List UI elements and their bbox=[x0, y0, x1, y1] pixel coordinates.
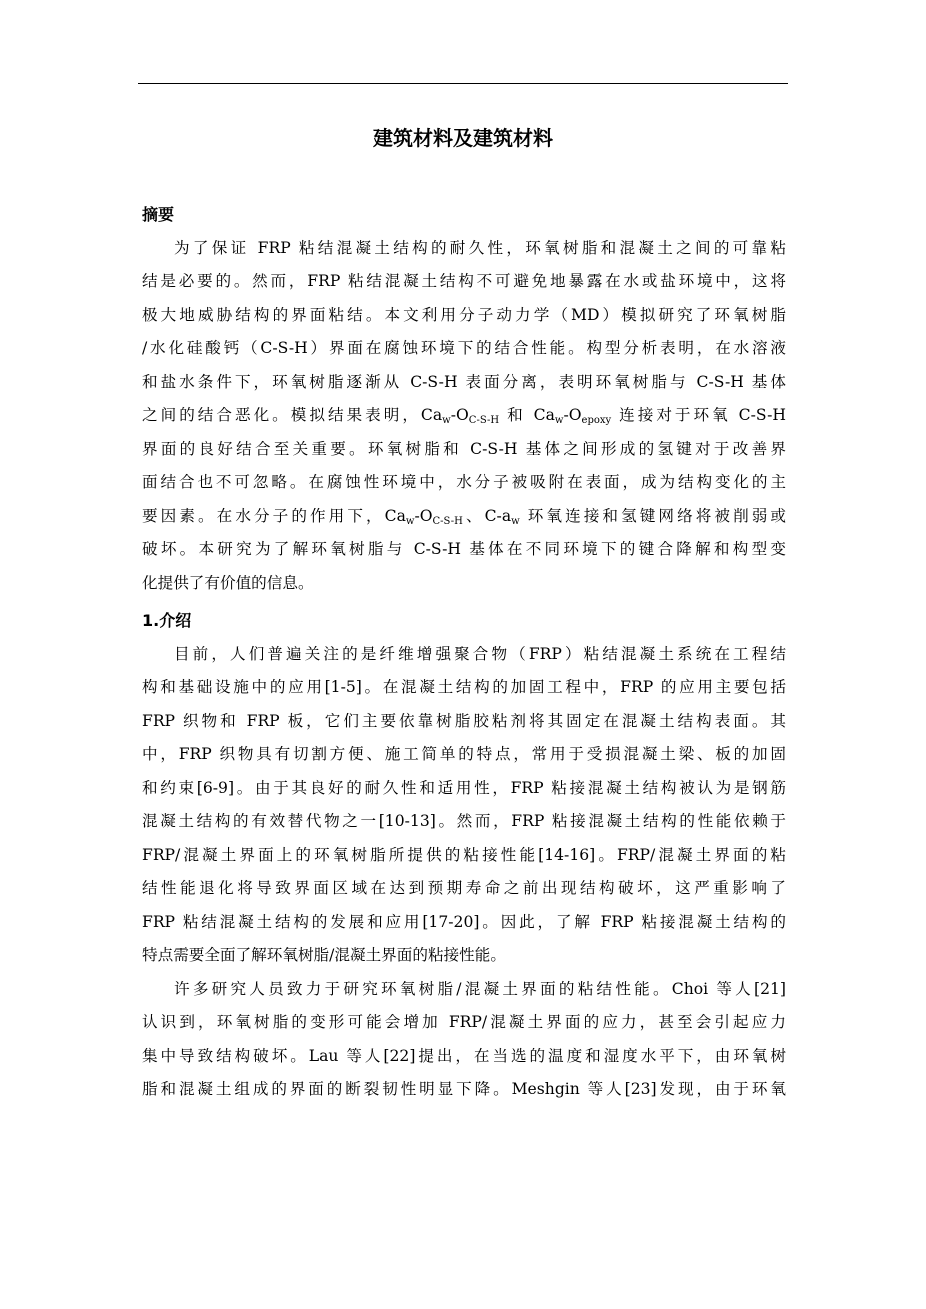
subscript: w bbox=[405, 515, 415, 527]
abstract-line-1: 为了保证 FRP 粘结混凝土结构的耐久性，环氧树脂和混凝土之间的可靠粘 bbox=[174, 238, 786, 257]
intro-heading: 1.介绍 bbox=[142, 611, 192, 630]
intro-p2-line-4: 脂和混凝土组成的界面的断裂韧性明显下降。Meshgin 等人[23]发现，由于环氧 bbox=[142, 1080, 786, 1098]
intro-p2-line-2: 认识到，环氧树脂的变形可能会增加 FRP/混凝土界面的应力，甚至会引起应力 bbox=[142, 1013, 786, 1031]
text-segment: -O bbox=[450, 406, 469, 424]
text-segment: 要因素。在水分子的作用下，Ca bbox=[142, 506, 406, 525]
subscript: w bbox=[511, 515, 520, 527]
abstract-line-7: 界面的良好结合至关重要。环氧树脂和 C-S-H 基体之间形成的氢键对于改善界 bbox=[142, 439, 786, 458]
abstract-line-10: 破坏。本研究为了解环氧树脂与 C-S-H 基体在不同环境下的键合降解和构型变 bbox=[142, 540, 786, 558]
intro-p1-line-3: FRP 织物和 FRP 板，它们主要依靠树脂胶粘剂将其固定在混凝土结构表面。其 bbox=[142, 711, 786, 730]
subscript: epoxy bbox=[581, 415, 612, 426]
subscript: w bbox=[442, 415, 451, 426]
subscript: C-S-H bbox=[432, 515, 463, 527]
abstract-line-6 bbox=[142, 399, 786, 433]
header-rule bbox=[138, 83, 788, 84]
abstract-paragraph bbox=[142, 232, 786, 601]
intro-paragraph-2 bbox=[142, 973, 786, 1107]
page-title: 建筑材料及建筑材料 bbox=[373, 126, 553, 150]
text-segment: 之间的结合恶化。模拟结果表明，Ca bbox=[142, 406, 443, 424]
intro-p1-line-6: 混凝土结构的有效替代物之一[10-13]。然而，FRP 粘接混凝土结构的性能依赖于 bbox=[142, 812, 786, 830]
abstract-line-3: 极大地威胁结构的界面粘结。本文利用分子动力学（MD）模拟研究了环氧树脂 bbox=[142, 305, 786, 324]
intro-p2-line-1: 许多研究人员致力于研究环氧树脂/混凝土界面的粘结性能。Choi 等人[21] bbox=[174, 979, 786, 998]
intro-p1-line-10: 特点需要全面了解环氧树脂/混凝土界面的粘接性能。 bbox=[142, 946, 506, 964]
abstract-line-5: 和盐水条件下，环氧树脂逐渐从 C-S-H 表面分离，表明环氧树脂与 C-S-H 基体 bbox=[142, 372, 786, 391]
abstract-heading: 摘要 bbox=[142, 205, 175, 224]
text-segment: 和 Ca bbox=[499, 406, 555, 424]
document-body bbox=[142, 198, 786, 1107]
intro-p1-line-4: 中，FRP 织物具有切割方便、施工简单的特点，常用于受损混凝土梁、板的加固 bbox=[142, 745, 786, 763]
text-segment: 连接对于环氧 C-S-H bbox=[611, 406, 786, 424]
intro-p2-line-3: 集中导致结构破坏。Lau 等人[22]提出，在当选的温度和湿度水平下，由环氧树 bbox=[142, 1046, 786, 1065]
abstract-line-11: 化提供了有价值的信息。 bbox=[142, 573, 314, 592]
text-segment: -O bbox=[414, 506, 433, 525]
text-segment: -O bbox=[563, 406, 582, 424]
intro-paragraph-1 bbox=[142, 638, 786, 973]
intro-p1-line-9: FRP 粘结混凝土结构的发展和应用[17-20]。因此，了解 FRP 粘接混凝土结构的 bbox=[142, 912, 786, 931]
text-segment: 、C-a bbox=[462, 506, 512, 525]
text-segment: 环氧连接和氢键网络将被削弱或 bbox=[519, 506, 786, 525]
abstract-line-8: 面结合也不可忽略。在腐蚀性环境中，水分子被吸附在表面，成为结构变化的主 bbox=[142, 473, 786, 491]
intro-p1-line-7: FRP/混凝土界面上的环氧树脂所提供的粘接性能[14-16]。FRP/混凝土界面的粘 bbox=[142, 845, 786, 864]
intro-p1-line-1: 目前，人们普遍关注的是纤维增强聚合物（FRP）粘结混凝土系统在工程结 bbox=[174, 644, 786, 663]
abstract-line-4: /水化硅酸钙（C-S-H）界面在腐蚀环境下的结合性能。构型分析表明，在水溶液 bbox=[142, 339, 786, 357]
intro-p1-line-5: 和约束[6-9]。由于其良好的耐久性和适用性，FRP 粘接混凝土结构被认为是钢筋 bbox=[142, 778, 786, 797]
subscript: w bbox=[554, 415, 564, 426]
intro-p1-line-2: 构和基础设施中的应用[1-5]。在混凝土结构的加固工程中，FRP 的应用主要包括 bbox=[142, 678, 786, 696]
abstract-line-9 bbox=[142, 500, 786, 534]
intro-p1-line-8: 结性能退化将导致界面区域在达到预期寿命之前出现结构破坏，这严重影响了 bbox=[142, 879, 786, 897]
abstract-line-2: 结是必要的。然而，FRP 粘结混凝土结构不可避免地暴露在水或盐环境中，这将 bbox=[142, 272, 786, 290]
subscript: C-S-H bbox=[468, 415, 500, 426]
